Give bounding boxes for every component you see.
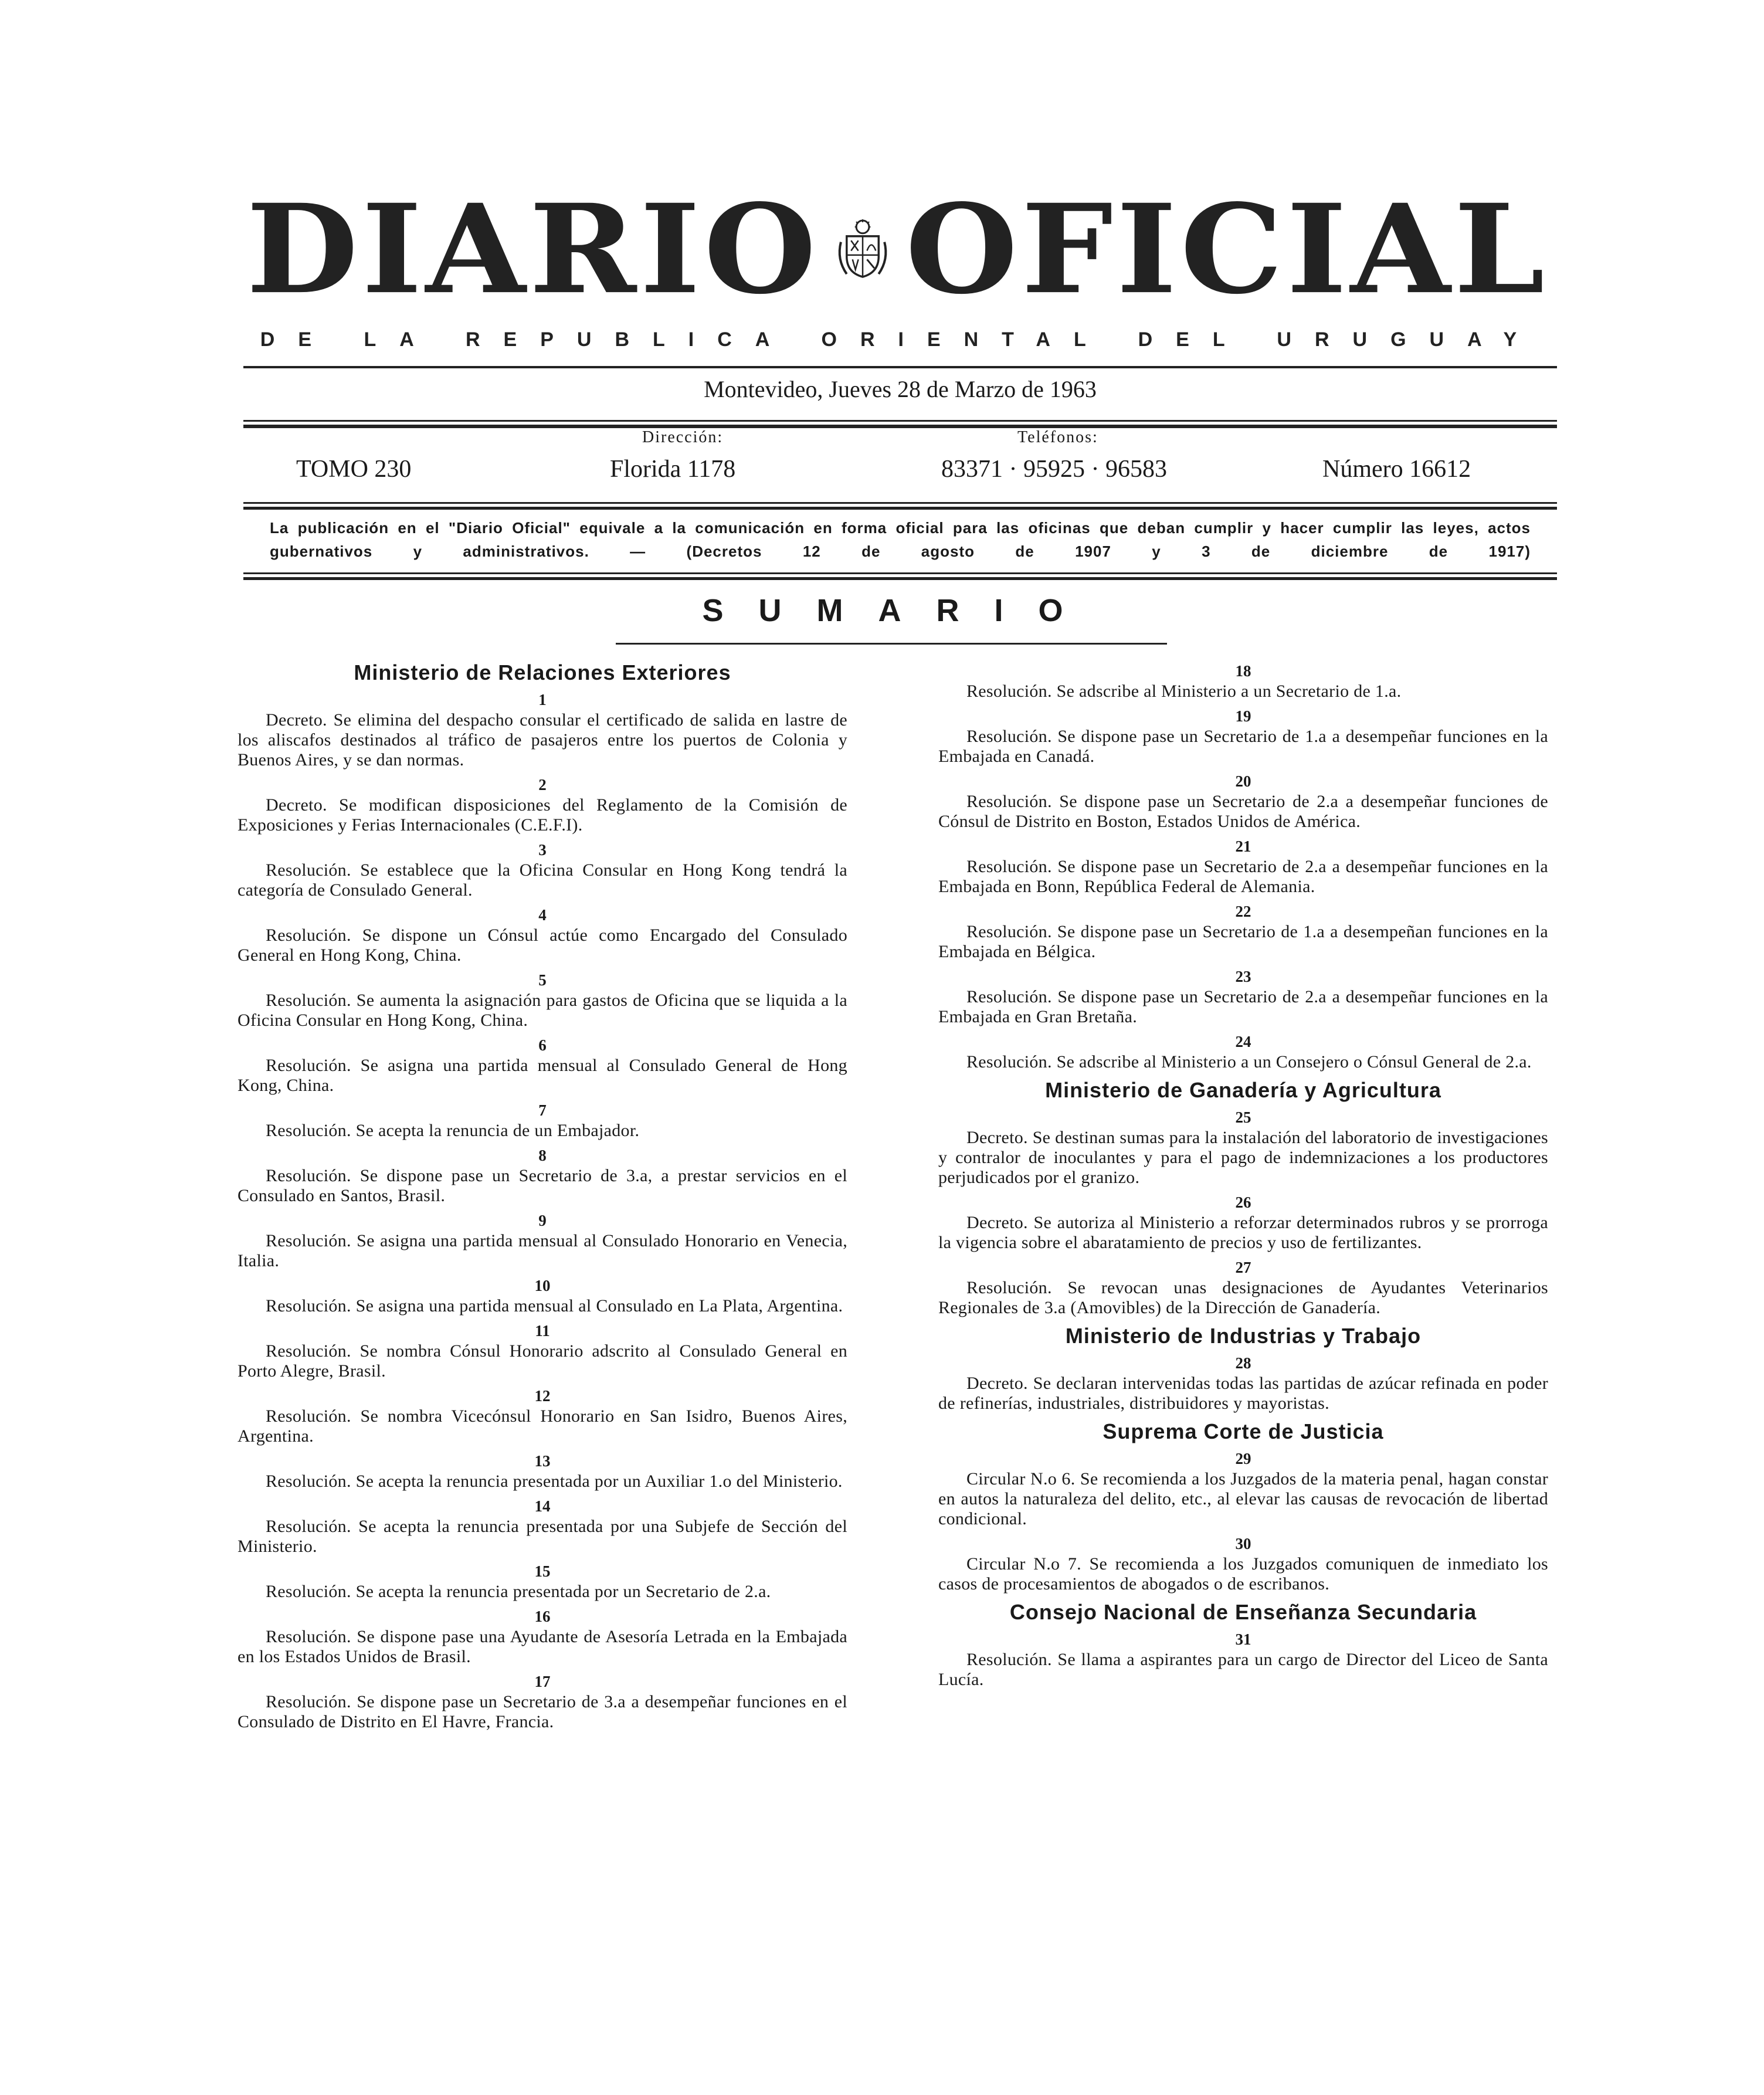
entry-text: Resolución. Se dispone pase un Secretario de 1.a a desempeñan funciones en la Embajada en Bélgica. — [938, 922, 1548, 961]
entry-text: Decreto. Se elimina del despacho consular el certificado de salida en lastre de los aliscafos destinados al tráfico de pasajeros entre los puertos de Colonia y Buenos Aires, y se dan normas. — [238, 710, 847, 769]
entry-number: 19 — [1235, 707, 1251, 725]
entry-text: Resolución. Se dispone pase un Secretario de 1.a a desempeñar funciones en la Embajada en Canadá. — [938, 727, 1548, 766]
entry-number: 29 — [1235, 1450, 1251, 1467]
entry-number: 31 — [1235, 1630, 1251, 1648]
entry-number: 20 — [1235, 772, 1251, 790]
entry-number: 6 — [538, 1036, 547, 1054]
entry-number: 24 — [1235, 1033, 1251, 1050]
entry-text: Decreto. Se destinan sumas para la instalación del laboratorio de investigaciones y contralor de inoculantes y para el pago de indemnizaciones a los productores perjudicados por el granizo. — [938, 1128, 1548, 1187]
entry-list — [938, 1630, 1548, 1690]
direccion-value: Florida 1178 — [610, 456, 736, 483]
entry-text: Resolución. Se revocan unas designaciones de Ayudantes Veterinarios Regionales de 3.a (Amovibles) de la Dirección de Ganadería. — [938, 1278, 1548, 1317]
entry-number: 8 — [538, 1147, 547, 1164]
tomo-label: TOMO 230 — [296, 456, 412, 483]
entry-number: 27 — [1235, 1259, 1251, 1276]
entry-text: Resolución. Se nombra Vicecónsul Honorario en San Isidro, Buenos Aires, Argentina. — [238, 1406, 847, 1446]
entry-list — [238, 691, 847, 1732]
section-title: Suprema Corte de Justicia — [1102, 1419, 1384, 1443]
entry-number: 16 — [534, 1608, 551, 1625]
entry-number: 1 — [538, 691, 547, 708]
entry-text: Resolución. Se dispone un Cónsul actúe como Encargado del Consulado General en Hong Kong, China. — [238, 926, 847, 965]
entry-number: 15 — [534, 1562, 551, 1580]
entry-number: 5 — [538, 971, 547, 989]
entry-text: Decreto. Se declaran intervenidas todas las partidas de azúcar refinada en poder de refinerías, industriales, distribuidores y mayoristas. — [938, 1374, 1548, 1413]
entry-number: 22 — [1235, 903, 1251, 920]
masthead-subtitle: DE LA REPUBLICA ORIENTAL DEL URUGUAY — [260, 328, 1541, 351]
left-column — [238, 657, 847, 1738]
divider — [243, 577, 1557, 580]
entry-number: 28 — [1235, 1354, 1251, 1372]
entry-text: Resolución. Se dispone pase un Secretario de 2.a a desempeñar funciones de Cónsul de Distrito en Boston, Estados Unidos de América. — [938, 792, 1548, 831]
masthead-word-left: DIARIO — [246, 177, 820, 321]
entry-text: Resolución. Se dispone pase un Secretario de 2.a a desempeñar funciones en la Embajada en Bonn, República Federal de Alemania. — [938, 857, 1548, 896]
entry-number: 7 — [538, 1101, 547, 1119]
entry-text: Resolución. Se llama a aspirantes para un cargo de Director del Liceo de Santa Lucía. — [938, 1650, 1548, 1689]
entry-text: Resolución. Se acepta la renuncia presentada por un Secretario de 2.a. — [266, 1582, 771, 1601]
entry-text: Resolución. Se aumenta la asignación para gastos de Oficina que se liquida a la Oficina Consular en Hong Kong, China. — [238, 991, 847, 1030]
entry-number: 13 — [534, 1452, 551, 1470]
entry-number: 25 — [1235, 1108, 1251, 1126]
divider — [243, 507, 1557, 510]
entry-text: Decreto. Se modifican disposiciones del Reglamento de la Comisión de Exposiciones y Ferias Internacionales (C.E.F.I). — [238, 795, 847, 835]
entry-list — [938, 1108, 1548, 1318]
entry-number: 11 — [535, 1322, 550, 1340]
issue-info-row — [243, 428, 1557, 493]
entry-text: Resolución. Se dispone pase un Secretario de 2.a a desempeñar funciones en la Embajada en Gran Bretaña. — [938, 987, 1548, 1026]
issue-date: Montevideo, Jueves 28 de Marzo de 1963 — [704, 376, 1097, 402]
section-title: Consejo Nacional de Enseñanza Secundaria — [1009, 1600, 1477, 1624]
entry-text: Circular N.o 7. Se recomienda a los Juzgados comuniquen de inmediato los casos de procesamientos de abogados o de escribanos. — [938, 1554, 1548, 1594]
entry-text: Resolución. Se acepta la renuncia presentada por una Subjefe de Sección del Ministerio. — [238, 1517, 847, 1556]
entry-number: 18 — [1235, 662, 1251, 680]
divider — [243, 502, 1557, 504]
entry-number: 4 — [538, 906, 547, 924]
entry-number: 10 — [534, 1277, 551, 1294]
section-title: Ministerio de Ganadería y Agricultura — [1045, 1078, 1441, 1102]
entry-text: Resolución. Se nombra Cónsul Honorario adscrito al Consulado General en Porto Alegre, Brasil. — [238, 1341, 847, 1381]
entry-text: Resolución. Se adscribe al Ministerio a un Secretario de 1.a. — [966, 682, 1402, 701]
entry-text: Resolución. Se dispone pase una Ayudante de Asesoría Letrada en la Embajada en los Estados Unidos de Brasil. — [238, 1627, 847, 1666]
entry-number: 26 — [1235, 1194, 1251, 1211]
entry-list — [938, 662, 1548, 1072]
divider — [243, 420, 1557, 422]
right-column — [938, 660, 1548, 1696]
entry-text: Decreto. Se autoriza al Ministerio a reforzar determinados rubros y se prorroga la vigencia sobre el abaratamiento de precios y uso de fertilizantes. — [938, 1213, 1548, 1252]
entry-number: 17 — [534, 1673, 551, 1690]
entry-text: Resolución. Se dispone pase un Secretario de 3.a a desempeñar funciones en el Consulado de Distrito en El Havre, Francia. — [238, 1692, 847, 1731]
entry-text: Resolución. Se adscribe al Ministerio a un Consejero o Cónsul General de 2.a. — [966, 1052, 1532, 1072]
issue-number: Número 16612 — [1322, 456, 1471, 483]
divider — [243, 366, 1557, 368]
entry-text: Resolución. Se acepta la renuncia presentada por un Auxiliar 1.o del Ministerio. — [266, 1472, 843, 1491]
entry-number: 21 — [1235, 838, 1251, 855]
telefonos-label: Teléfonos: — [1017, 428, 1098, 446]
sumario-heading: SUMARIO — [702, 593, 1098, 628]
entry-text: Resolución. Se dispone pase un Secretario de 3.a, a prestar servicios en el Consulado en Santos, Brasil. — [238, 1166, 847, 1205]
direccion-label: Dirección: — [642, 428, 724, 446]
entry-list — [938, 1354, 1548, 1413]
entry-text: Resolución. Se establece que la Oficina Consular en Hong Kong tendrá la categoría de Consulado General. — [238, 860, 847, 900]
entry-text: Resolución. Se asigna una partida mensual al Consulado en La Plata, Argentina. — [266, 1296, 843, 1316]
coat-of-arms-icon — [835, 188, 890, 311]
entry-list — [938, 1450, 1548, 1594]
entry-text: Resolución. Se asigna una partida mensual al Consulado Honorario en Venecia, Italia. — [238, 1231, 847, 1270]
section-title: Ministerio de Relaciones Exteriores — [354, 660, 731, 684]
entry-number: 30 — [1235, 1535, 1251, 1552]
divider — [243, 572, 1557, 574]
entry-number: 12 — [534, 1387, 551, 1405]
section-title: Ministerio de Industrias y Trabajo — [1065, 1324, 1422, 1348]
entry-number: 23 — [1235, 968, 1251, 985]
divider — [616, 643, 1167, 645]
masthead — [246, 177, 1548, 321]
entry-text: Circular N.o 6. Se recomienda a los Juzgados de la materia penal, hagan constar en autos la naturaleza del delito, etc., al elevar las causas de revocación de libertad condicional. — [938, 1469, 1548, 1528]
entry-number: 2 — [538, 776, 547, 794]
entry-number: 9 — [538, 1212, 547, 1229]
entry-text: Resolución. Se asigna una partida mensual al Consulado General de Hong Kong, China. — [238, 1056, 847, 1095]
telefonos-value: 83371 · 95925 · 96583 — [941, 456, 1167, 483]
entry-text: Resolución. Se acepta la renuncia de un Embajador. — [266, 1121, 640, 1140]
legal-notice: La publicación en el "Diario Oficial" equivale a la comunicación en forma oficial para las oficinas que deban cumplir y hacer cumplir las leyes, actos gubernativos y administrativos. — (Decretos 12 de agosto de 1907 y 3 de diciembre de 1917) — [270, 519, 1531, 560]
entry-number: 3 — [538, 841, 547, 859]
masthead-word-right: OFICIAL — [905, 177, 1548, 321]
entry-number: 14 — [534, 1497, 551, 1515]
